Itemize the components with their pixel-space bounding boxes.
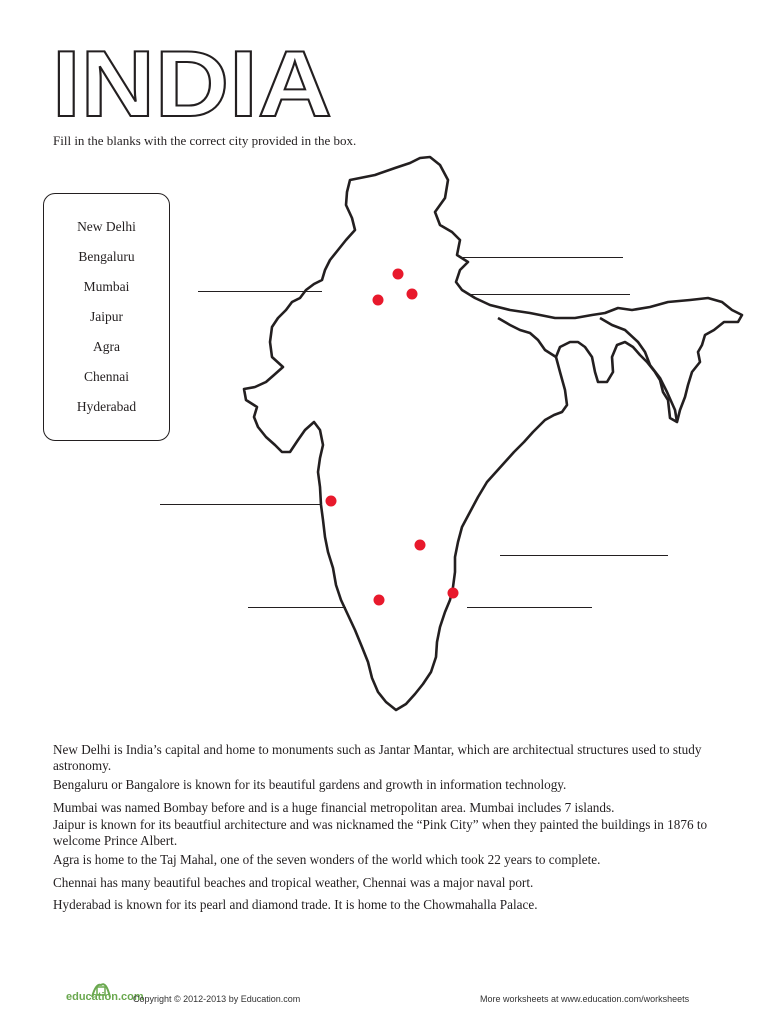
city-option: Hyderabad bbox=[76, 399, 137, 414]
bengal-border bbox=[498, 318, 556, 357]
answer-blank[interactable] bbox=[248, 607, 346, 608]
footer bbox=[0, 985, 768, 1015]
city-dot[interactable] bbox=[415, 540, 426, 551]
city-option: Jaipur bbox=[90, 309, 123, 324]
city-option: Bengaluru bbox=[78, 249, 135, 264]
description-chennai: Chennai has many beautiful beaches and tropical weather, Chennai was a major naval port. bbox=[53, 874, 534, 890]
city-option: Mumbai bbox=[83, 279, 130, 294]
city-descriptions bbox=[53, 742, 743, 913]
city-dot[interactable] bbox=[326, 496, 337, 507]
answer-blank[interactable] bbox=[463, 257, 623, 258]
description-agra: Agra is home to the Taj Mahal, one of the seven wonders of the world which took 22 years to complete. bbox=[53, 852, 601, 867]
answer-blank[interactable] bbox=[470, 294, 630, 295]
city-dot[interactable] bbox=[448, 588, 459, 599]
title-text: INDIA bbox=[52, 40, 332, 122]
city-dot[interactable] bbox=[393, 269, 404, 280]
copyright-text: Copyright © 2012-2013 by Education.com bbox=[133, 994, 301, 1004]
answer-blank[interactable] bbox=[467, 607, 592, 608]
city-option: Chennai bbox=[84, 369, 129, 384]
instructions: Fill in the blanks with the correct city provided in the box. bbox=[53, 133, 357, 148]
city-dot[interactable] bbox=[374, 595, 385, 606]
answer-blank[interactable] bbox=[160, 504, 320, 505]
city-option: New Delhi bbox=[77, 219, 136, 234]
description-hyderabad: Hyderabad is known for its pearl and diamond trade. It is home to the Chowmahalla Palace. bbox=[53, 897, 538, 912]
answer-blank[interactable] bbox=[198, 291, 322, 292]
city-dot[interactable] bbox=[407, 289, 418, 300]
answer-blank[interactable] bbox=[500, 555, 668, 556]
description-new-delhi: New Delhi is India’s capital and home to monuments such as Jantar Mantar, which are architectual structures used to study astronomy. bbox=[53, 742, 702, 773]
city-option: Agra bbox=[93, 339, 120, 354]
northeast-outline bbox=[600, 318, 677, 422]
description-mumbai: Mumbai was named Bombay before and is a huge financial metropolitan area. Mumbai includes 7 islands. bbox=[53, 799, 615, 815]
city-dot[interactable] bbox=[373, 295, 384, 306]
education-logo[interactable]: education.com bbox=[66, 991, 144, 1003]
description-jaipur: Jaipur is known for its beautfiul architecture and was nicknamed the “Pink City” when they painted the buildings in 1876 to welcome Prince Albert. bbox=[53, 817, 708, 848]
description-bengaluru: Bengaluru or Bangalore is known for its beautiful gardens and growth in information technology. bbox=[53, 777, 567, 792]
more-worksheets-link[interactable]: More worksheets at www.education.com/worksheets bbox=[480, 994, 690, 1004]
india-outline bbox=[244, 157, 742, 710]
